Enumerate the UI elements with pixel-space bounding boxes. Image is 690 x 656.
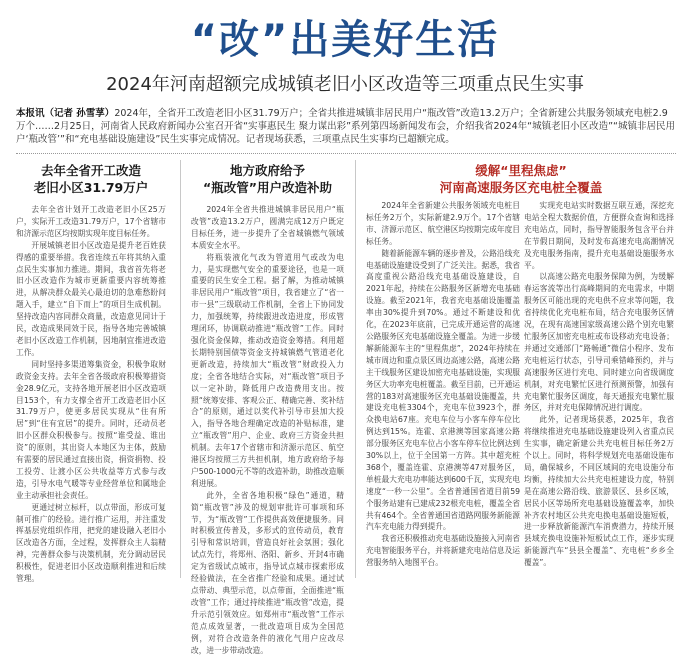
article-paragraph: 开展城镇老旧小区改造是提升老百姓获得感的重要举措。我省连续五年将其纳入重点民生实事加力推进。期间，我省首先将老旧小区改造作为城市更新重要内容统筹推进，从解决群众最关心最迫切的急难愁盼问题入手，建立“自下而上”的项目生成机制。坚持改造内容同群众商量，改造意见同计于民，改造成果同效于民，指导各地完善城镇老旧小区改造工作机制，因地制宜推进改造工作。 bbox=[16, 240, 166, 357]
article-paragraph: 同时坚持多渠道筹集资金，积极争取财政资金支持。去年全省各级政府积极筹措资金28.9亿元，支持各地开展老旧小区改造项目153个，有力支撑全省开工改造老旧小区31.79万户，使更多居民实现从“住有所居”到“住有宜居”的提升。同时，还动员老旧小区群众积极参与。按照“谁受益、谁出资”的原则，其出资人本地区为主体，鼓励有需要的居民通过直接出资，捐资捐物、投工投劳、让渡小区公共收益等方式参与改造，引导水电气暖等专业经营单位和属地企业主动承担社会责任。 bbox=[16, 359, 166, 500]
article-old-communities-headline: 去年全省开工改造 老旧小区31.79万户 bbox=[33, 163, 149, 195]
page-subtitle: 2024年河南超额完成城镇老旧小区改造等三项重点民生实事 bbox=[106, 74, 584, 95]
masthead bbox=[0, 0, 690, 96]
article-paragraph: 以高速公路充电服务保障为例，为缓解春运客流等出行高峰期间的充电需求，中期服务区可能出现的充电供不应求等问题，我省持续优化充电桩布局，结合充电服务区情况，在现有高速国家级高速公路个别充电繁忙服务区加密充电桩或布设移动充电设备；并通过交通部门“路畅通”微信小程序、发布充电桩运行状态，引导司乘错峰预约，并与高速服务区进行充电、同时建立向省级调度机制，对充电繁忙区进行预测预警，加强有充电繁忙服务区调度，每天通报充电繁忙服务区，并对充电保障情况进行调度。 bbox=[524, 272, 674, 413]
article-paragraph: 2024年全省共推进城镇非居民用户“瓶改管”改造13.2万户，圆满完成12万户既定目标任务，进一步提升了全省城镇燃气领域本质安全水平。 bbox=[191, 205, 344, 250]
article-paragraph: 实现充电站实时数据互联互通，深挖充电站全程大数据价值，方便群众查询和选择充电站点，同时，指导智能服务包含平台并在节假日期间，及时发布高速充电高潮情况及充电服务指南，提升充电基础设施服务水平。 bbox=[524, 201, 674, 270]
article-charging-headline: 缓解“里程焦虑” 河南高速服务区充电桩全覆盖 bbox=[439, 163, 603, 195]
article-paragraph: 将瓶装液化气改为管道用气或改为电力，是实现燃气安全的重要途径，也是一项重要的民生安全工程。据了解，为推动城镇非居民用户“瓶改管”项目，我省建立了“省一市一县”三级联动工作机制，全省上下协同发力，加强统筹，持续跟进改造进度，形成管理闭环，协调联动推进“瓶改管”工作。同时强化资金保障，推动改造资金筹措。利用超长期特别国债等资金支持城镇燃气管道老化更新改造，持续加大“瓶改管”财政投入力度；全省各地结合实际，对“瓶改管”项目予以一定补助，降低用户改造费用支出。按照“统筹安排、客观公正、精确完善、奖补结合”的原则，通过以奖代补引导市县加大投入，指导各地合理确定改造的补贴标准，建立“瓶改管”用户、企业、政府三方资金共担机制。去年17个省辖市和济源示范区、航空港区均按照三方共担机制，地方政府给予每户500-1000元不等的改造补助，助推改造顺利进展。 bbox=[191, 252, 344, 488]
article-old-communities bbox=[16, 160, 166, 584]
column-rule bbox=[355, 160, 356, 578]
article-charging-col-left bbox=[366, 200, 520, 580]
article-paragraph: 此外，记者现场获悉，2025年，我省将继续推进充电基础设施建设列入省重点民生实事，确定新建公共充电桩目标任务2万个以上。同时，将科学规划充电基础设施布局，确保城乡，不同区域间的充电设施分布均衡，持续加大公共充电桩建设力度，特别是在高速公路沿线、旅游景区、县乡区域，居民小区等场所充电基础设施覆盖率，加快补齐农村地区公共充电换电基础设施短板，进一步释放新能源汽车消费潜力，持续开展县域充换电设施补短板试点工作，逐步实现新能源汽车“县县全覆盖”、充电桩“乡乡全覆盖”。 bbox=[524, 415, 674, 568]
section-divider bbox=[16, 153, 676, 154]
lead-byline: 本报讯（记者 孙雪莩） bbox=[16, 108, 115, 119]
column-rule bbox=[180, 160, 181, 578]
article-paragraph: 2024年全省新建公共服务领域充电桩目标任务2万个，实际新建2.9万个。17个省辖市、济源示范区、航空港区均按期完成年度目标任务。 bbox=[366, 201, 520, 246]
article-charging-col-right bbox=[524, 200, 674, 580]
page-title: “改”出美好生活 bbox=[190, 17, 500, 63]
lead-paragraph bbox=[16, 108, 676, 146]
article-paragraph: 我省还积极推动充电基础设施接入河南省充电智能服务平台，并将新建充电站信息及运营服务纳入地图平台。 bbox=[366, 534, 520, 568]
article-paragraph: 随着新能源车辆的逐步普及，公路沿线充电基础设施建设受到了广泛关注。据悉，我省高度重视公路沿线充电基础设施建设，自2021年起，持续在公路服务区新增充电基础设施。截至2021年，我省充电基础设施覆盖率由30%提升到70%。通过不断建设和优化，在2023年底前，已完成开通运营的高速公路服务区充电基础设施全覆盖。为进一步缓解新能源车主的“里程焦虑”，2024年持续在城市周边和重点景区周边高速公路，高速公路主干线服务区建设加密充电基础设施，实现服务区大功率充电桩覆盖。截至目前，已开通运营的183对高速服务区充电基础设施覆盖，共建设充电桩3304个，充电车位3923个，群众换电站67座。充电车位与小客车停车位比例达到15%。连霍、京港澳等国家高速公路部分服务区充电车位占小客车停车位比例达到30%以上，位于全国第一方阵。其中超充桩368个，覆盖连霍、京港澳等47对服务区，单桩最大充电功率能达到600千瓦，实现充电速度“一秒一公里”。全省普通国省道目前59个服务站建有已建成232根充电桩，覆盖全省共有464个。全省普通国省道路网服务新能源汽车充电能力得到提升。 bbox=[366, 248, 520, 532]
lead-text: 2024年，全省开工改造老旧小区31.79万户；全省共推进城镇非居民用户“瓶改管”改造13.2万户；全省新建公共服务领域充电桩2.9万个……2月25日，河南省人民政府新闻办公室召开省“实事惠民生 聚力谋出彩”系列第四场新闻发布会，介绍我省2024年“城镇老旧小区改造”“城镇非居民用户‘瓶改管’”和“充电基础设施建设”民生实事完成情况。记者现场获悉，三项重点民生实事均已超额完成。 bbox=[16, 108, 675, 145]
article-bottle-to-pipe-headline: 地方政府给予 “瓶改管”用户改造补助 bbox=[203, 163, 332, 195]
article-paragraph: 此外，全省各地积极“绿色”通道，精简“瓶改管”涉及的规划审批许可事项和环节，为“瓶改管”工作提供高效便捷服务。同时积极宣传普及，多形式的宣传动员，教育引导和常识培训，营造良好社会氛围；强化试点先行，将郑州、洛阳、新乡、开封4市确定为省级试点城市，指导试点城市探索形成经验做法，在全省推广经验和成果。通过试点带动、典型示范，以点带面，全面推进“瓶改管”工作；通过持续推进“瓶改管”改造，提升示范引领效应。如郑州市“瓶改管”工作示范点成效显著，一批改造项目成为全国范例，对符合改造条件的液化气用户应改尽改，进一步带动改造。 bbox=[191, 490, 344, 655]
article-paragraph: 去年全省计划开工改造老旧小区25万户，实际开工改造31.79万户，17个省辖市和济源示范区均按期实现年度目标任务。 bbox=[16, 205, 166, 238]
article-bottle-to-pipe bbox=[191, 160, 344, 655]
article-paragraph: 更通过树立标杆，以点带面，形成可复制可推广的经验。进行推广运用，并注重发挥基层党组织作用，把党的建设融入老旧小区改造各方面，全过程，发挥群众主人翁精神，完善群众参与决策机制，充分调动居民积极性，促进老旧小区改造顺利推进和后续管理。 bbox=[16, 502, 166, 584]
